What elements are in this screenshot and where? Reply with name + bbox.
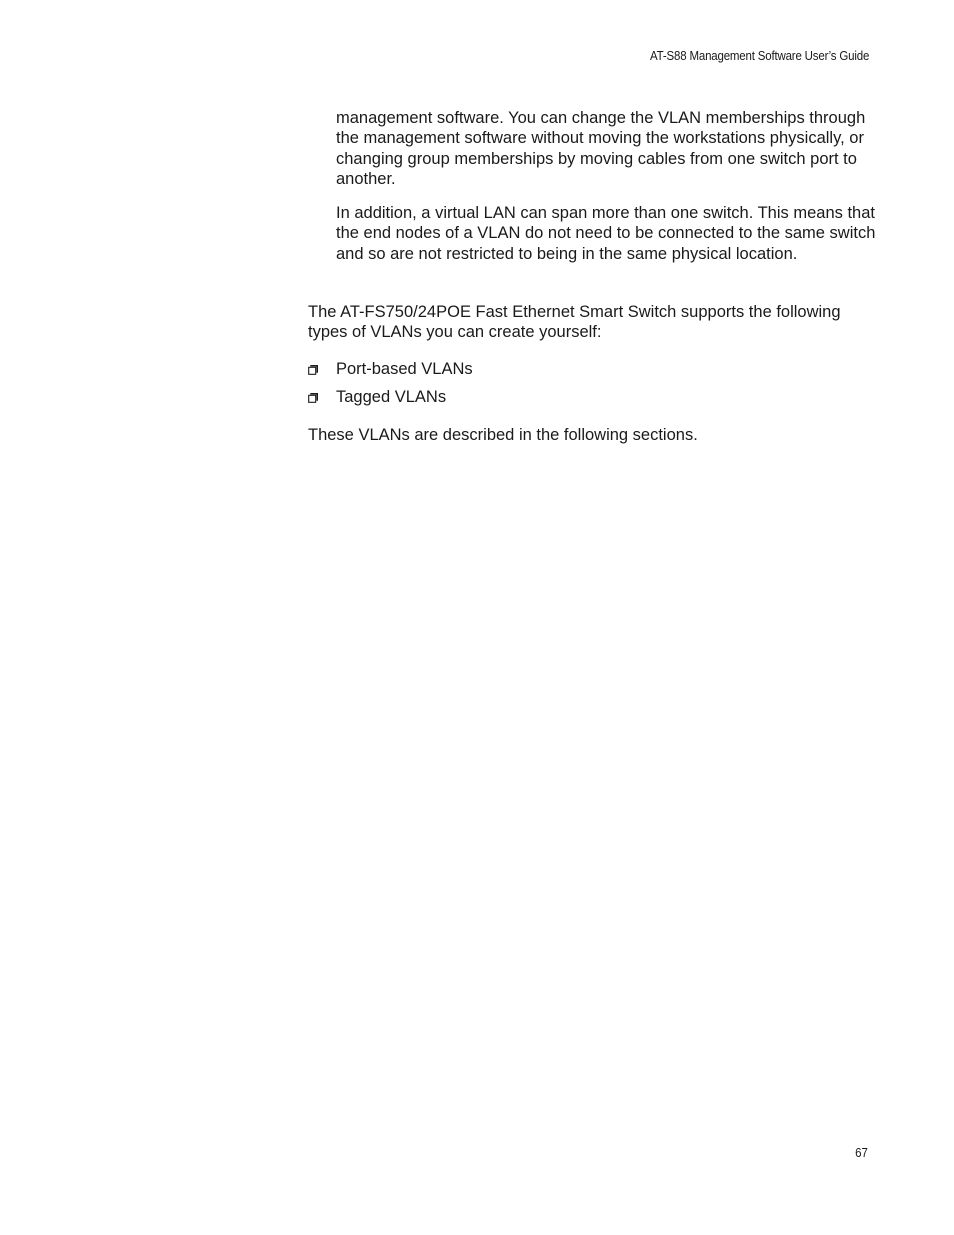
paragraph-closing: These VLANs are described in the following sections. (308, 426, 698, 444)
list-item-label: Tagged VLANs (336, 388, 447, 406)
vlan-types-list (308, 359, 473, 415)
list-item-label: Port-based VLANs (336, 360, 473, 378)
list-item-tagged (308, 387, 473, 415)
paragraph-vlan-membership: management software. You can change the VLAN memberships through the management software without moving the workstations physically, or changing group memberships by moving cables from one switch port to another. (336, 109, 866, 188)
list-item-port-based (308, 359, 473, 387)
paragraph-vlan-span: In addition, a virtual LAN can span more than one switch. This means that the end nodes of a VLAN do not need to be connected to the same switch and so are not restricted to being in the same physical location. (336, 204, 876, 263)
running-header-title: AT-S88 Management Software User’s Guide (649, 49, 869, 63)
checkbox-bullet-icon (308, 393, 318, 403)
checkbox-bullet-icon (308, 365, 318, 375)
page-number: 67 (855, 1146, 868, 1160)
paragraph-vlan-types-intro: The AT-FS750/24POE Fast Ethernet Smart Switch supports the following types of VLANs you can create yourself: (308, 303, 841, 342)
